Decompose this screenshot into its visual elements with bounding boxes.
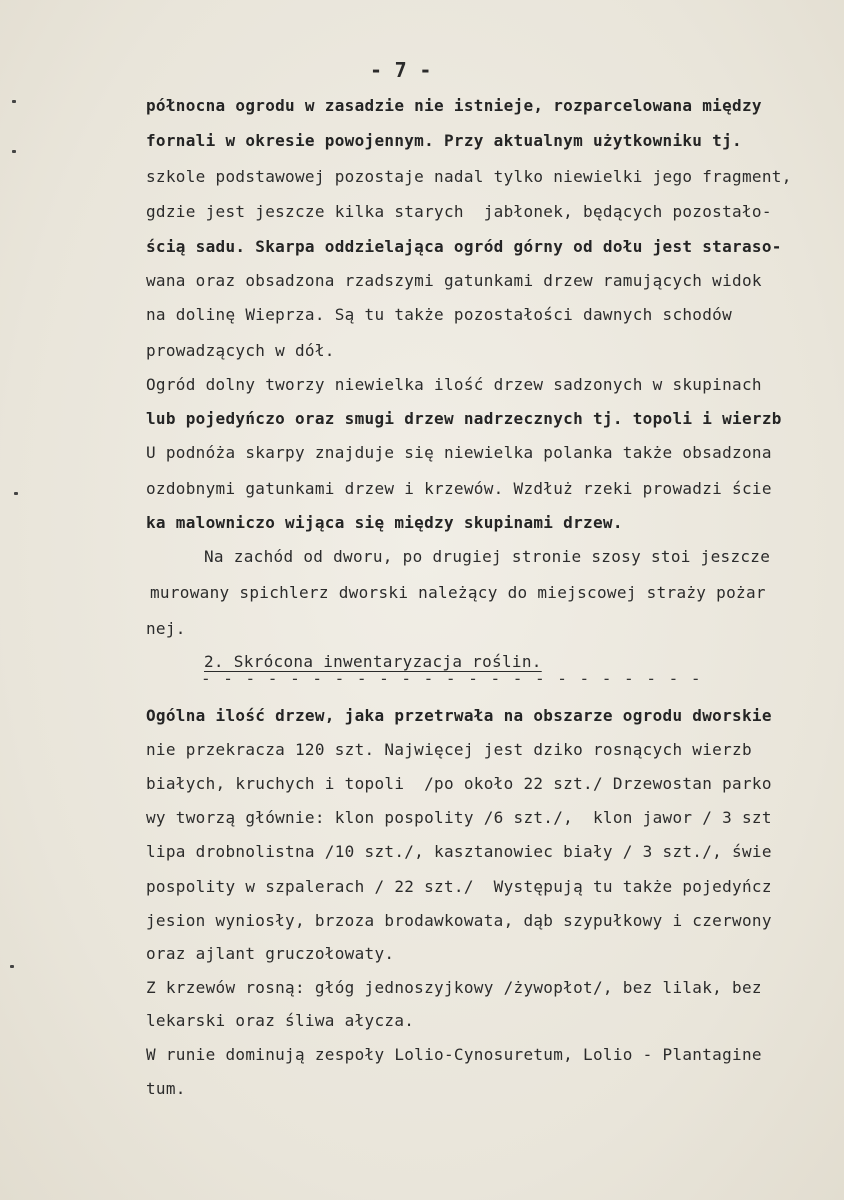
- heading-dashed-underline: - - - - - - - - - - - - - - - - - - - - - - -: [201, 669, 702, 688]
- text-line: W runie dominują zespoły Lolio-Cynosuretum, Lolio - Plantagine: [146, 1045, 762, 1064]
- text-line: nej.: [146, 619, 186, 638]
- text-line: Z krzewów rosną: głóg jednoszyjkowy /żywopłot/, bez lilak, bez: [146, 978, 762, 997]
- text-line: fornali w okresie powojennym. Przy aktualnym użytkowniku tj.: [146, 131, 742, 150]
- text-line: pospolity w szpalerach / 22 szt./ Występują tu także pojedyńcz: [146, 877, 772, 896]
- text-line: prowadzących w dół.: [146, 341, 335, 360]
- text-line: ozdobnymi gatunkami drzew i krzewów. Wzdłuż rzeki prowadzi ście: [146, 479, 772, 498]
- text-line: szkole podstawowej pozostaje nadal tylko niewielki jego fragment,: [146, 167, 792, 186]
- text-line: U podnóża skarpy znajduje się niewielka polanka także obsadzona: [146, 443, 772, 462]
- text-line: wy tworzą głównie: klon pospolity /6 szt./, klon jawor / 3 szt: [146, 808, 772, 827]
- text-line: lub pojedyńczo oraz smugi drzew nadrzecznych tj. topoli i wierzb: [146, 409, 782, 428]
- page-number: - 7 -: [370, 58, 432, 82]
- margin-mark: [14, 492, 18, 495]
- margin-mark: [12, 150, 16, 153]
- text-line: oraz ajlant gruczołowaty.: [146, 944, 395, 963]
- text-line: gdzie jest jeszcze kilka starych jabłonek, będących pozostało-: [146, 202, 772, 221]
- margin-mark: [12, 100, 16, 103]
- text-line: Ogólna ilość drzew, jaka przetrwała na obszarze ogrodu dworskie: [146, 706, 772, 725]
- text-line: jesion wyniosły, brzoza brodawkowata, dąb szypułkowy i czerwony: [146, 911, 772, 930]
- text-line: tum.: [146, 1079, 186, 1098]
- text-line: Na zachód od dworu, po drugiej stronie szosy stoi jeszcze: [204, 547, 771, 566]
- text-line: Ogród dolny tworzy niewielka ilość drzew sadzonych w skupinach: [146, 375, 762, 394]
- text-line: lipa drobnolistna /10 szt./, kasztanowiec biały / 3 szt./, świe: [146, 842, 772, 861]
- text-line: północna ogrodu w zasadzie nie istnieje, rozparcelowana między: [146, 96, 762, 115]
- margin-mark: [10, 965, 14, 968]
- text-line: wana oraz obsadzona rzadszymi gatunkami drzew ramujących widok: [146, 271, 762, 290]
- text-line: ścią sadu. Skarpa oddzielająca ogród górny od dołu jest staraso-: [146, 237, 782, 256]
- text-line: murowany spichlerz dworski należący do miejscowej straży pożar: [150, 583, 766, 602]
- text-line: na dolinę Wieprza. Są tu także pozostałości dawnych schodów: [146, 305, 733, 324]
- text-line: nie przekracza 120 szt. Najwięcej jest dziko rosnących wierzb: [146, 740, 752, 759]
- text-line: lekarski oraz śliwa ałycza.: [146, 1011, 415, 1030]
- section-heading: 2. Skrócona inwentaryzacja roślin.: [204, 652, 542, 671]
- text-line: ka malowniczo wijąca się między skupinami drzew.: [146, 513, 623, 532]
- text-line: białych, kruchych i topoli /po około 22 szt./ Drzewostan parko: [146, 774, 772, 793]
